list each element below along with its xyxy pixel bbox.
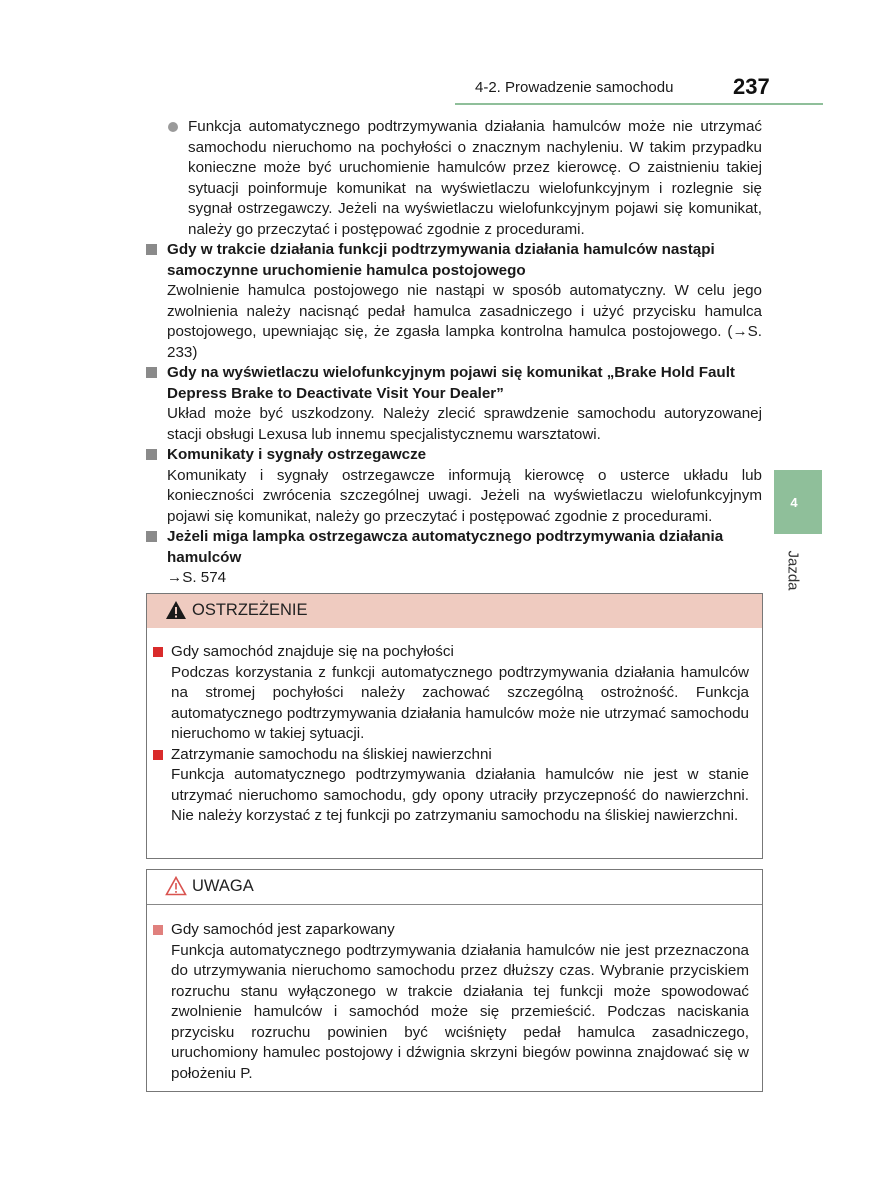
- section-item: [146, 527, 762, 589]
- caution-item-heading: Gdy samochód jest zaparkowany: [171, 921, 395, 938]
- chapter-label-container: [783, 542, 803, 602]
- main-content: [146, 117, 762, 589]
- intro-bullet-text: Funkcja automatycznego podtrzymywania działania hamulców może nie utrzymać samochodu nieruchomo na pochyłości o znacznym nachyleniu. W takim przypadku konieczne może być uruchomienie hamulców przez kierowcę. O zaistnieniu takiej sytuacji poinformuje komunikat na wyświetlaczu wielofunkcyjnym i rozlegnie się sygnał ostrzegawczy. Jeżeli na wyświetlaczu wielofunkcyjnym pojawi się komunikat, należy go przeczytać i postępować zgodnie z procedurami.: [188, 118, 762, 238]
- warning-triangle-icon: [165, 600, 187, 620]
- warning-box-body: [151, 642, 749, 827]
- chapter-label: Jazda: [784, 550, 802, 591]
- caution-box-header: [147, 870, 762, 905]
- square-bullet-icon: [146, 367, 157, 378]
- warning-item: [151, 642, 749, 745]
- section-item: [146, 445, 762, 527]
- header-divider: [455, 103, 823, 105]
- section-text: Zwolnienie hamulca postojowego nie nastąpi w sposób automatyczny. W celu jego zwolnienia należy nacisnąć pedał hamulca zasadniczego i użyć przycisku hamulca postojowego, upewniając się, że zgasła lampka kontrolna hamulca postojowego. (→S. 233): [167, 282, 762, 361]
- page-number: 237: [733, 74, 770, 99]
- warning-item-heading: Zatrzymanie samochodu na śliskiej nawierzchni: [171, 745, 492, 763]
- caution-triangle-icon: [165, 876, 187, 896]
- warning-item-text: Podczas korzystania z funkcji automatycznego podtrzymywania działania hamulców na stromej pochyłości należy zachować szczególną ostrożność. Funkcja automatycznego podtrzymywania działania hamulców może nie utrzymać samochodu nieruchomo w takiej sytuacji.: [171, 663, 749, 742]
- warning-title: OSTRZEŻENIE: [192, 601, 308, 619]
- pink-square-bullet-icon: [153, 925, 163, 935]
- section-item: [146, 240, 762, 363]
- warning-item-heading: Gdy samochód znajduje się na pochyłości: [171, 643, 454, 660]
- caution-item-text: Funkcja automatycznego podtrzymywania działania hamulców nie jest przeznaczona do utrzymywania nieruchomo samochodu przez dłuższy czas. Wybranie przyciskiem rozruchu stanu wyłączonego w trakcie działania tej funkcji może spowodować zwolnienie hamulców i samochód może się przemieścić. Podczas naciskania przycisku rozruchu powinien być wciśnięty pedał hamulca zasadniczego, uruchomiony hamulec postojowy i dźwignia skrzyni biegów powinna znajdować się w położeniu P.: [171, 941, 749, 1082]
- caution-item: [151, 920, 749, 1084]
- square-bullet-icon: [146, 449, 157, 460]
- intro-bullet-item: [146, 117, 762, 240]
- warning-item: [151, 745, 749, 827]
- warning-box: [146, 593, 763, 859]
- caution-box: [146, 869, 763, 1092]
- red-square-bullet-icon: [153, 750, 163, 760]
- warning-item-text: Funkcja automatycznego podtrzymywania działania hamulców nie jest w stanie utrzymać nieruchomo samochodu, gdy opony utraciły przyczepność do nawierzchni. Nie należy korzystać z tej funkcji po zatrzymaniu samochodu na śliskiej nawierzchni.: [171, 766, 749, 824]
- section-heading: Jeżeli miga lampka ostrzegawcza automatycznego podtrzymywania działania hamulców: [167, 528, 724, 566]
- section-title: 4-2. Prowadzenie samochodu: [475, 79, 674, 96]
- square-bullet-icon: [146, 531, 157, 542]
- caution-box-body: [151, 920, 749, 1084]
- section-text: Komunikaty i sygnały ostrzegawcze informują kierowcę o usterce układu lub konieczności zwrócenia szczególnej uwagi. Jeżeli na wyświetlaczu wielofunkcyjnym pojawi się komunikat, należy go przeczytać i postępować zgodnie z procedurami.: [167, 466, 762, 525]
- chapter-number: 4: [790, 495, 798, 510]
- section-heading: Gdy w trakcie działania funkcji podtrzymywania działania hamulców nastąpi samoczynne uruchomienie hamulca postojowego: [167, 241, 715, 279]
- square-bullet-icon: [146, 244, 157, 255]
- warning-box-header: [147, 594, 762, 628]
- page-reference: →S. 574: [167, 569, 227, 586]
- circle-bullet-icon: [168, 122, 178, 132]
- chapter-tab: [774, 470, 822, 534]
- section-item: [146, 363, 762, 445]
- caution-title: UWAGA: [192, 877, 254, 895]
- section-text: Układ może być uszkodzony. Należy zlecić sprawdzenie samochodu autoryzowanej stacji obsługi Lexusa lub innemu specjalistycznemu warsztatowi.: [167, 405, 762, 443]
- section-heading: Gdy na wyświetlaczu wielofunkcyjnym pojawi się komunikat „Brake Hold Fault Depress Brake to Deactivate Visit Your Dealer”: [167, 364, 735, 402]
- red-square-bullet-icon: [153, 647, 163, 657]
- section-heading: Komunikaty i sygnały ostrzegawcze: [167, 446, 427, 463]
